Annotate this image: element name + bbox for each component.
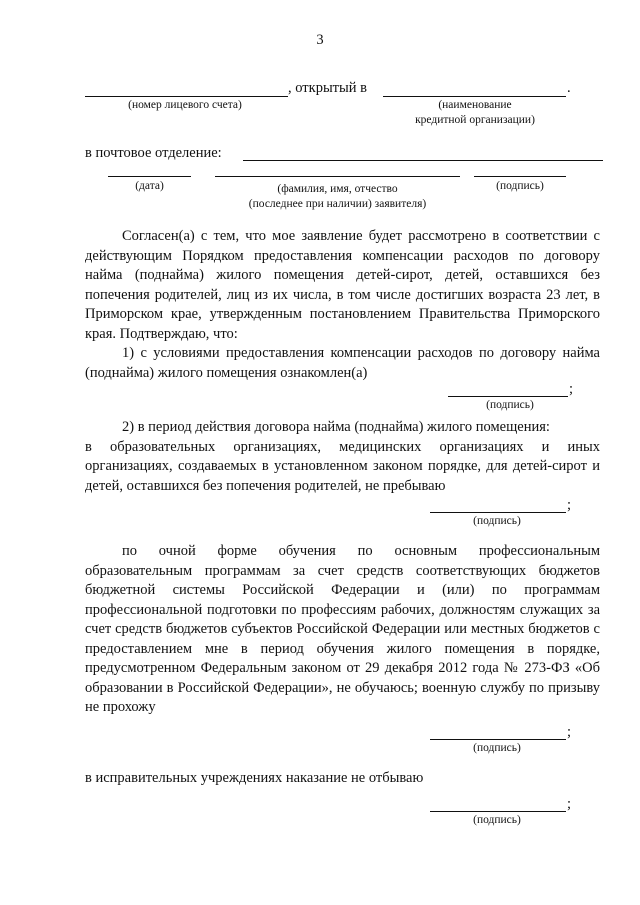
name-caption-1: (фамилия, имя, отчество [277, 183, 398, 195]
post-office-label: в почтовое отделение: [85, 145, 222, 161]
item-2a-text: в образовательных организациях, медицинских организациях и иных организациях, создаваемых в установленном законом порядке, для детей-сирот и детей, оставшихся без попечения родителей, не пребываю [85, 438, 600, 494]
signature-caption-4: (подпись) [473, 814, 521, 826]
item-1-text: 1) с условиями предоставления компенсации расходов по договору найма (поднайма) жилого помещения ознакомлен(а) [85, 345, 600, 381]
item-2-intro: 2) в период действия договора найма (поднайма) жилого помещения: [122, 419, 550, 435]
signature-caption-1: (подпись) [486, 399, 534, 411]
signature-line-2 [430, 512, 566, 513]
bank-name-line [383, 96, 566, 97]
signature-semicolon-1: ; [569, 381, 574, 397]
bank-line-dot: . [567, 80, 571, 96]
date-caption: (дата) [135, 180, 164, 192]
signature-line-1 [448, 396, 568, 397]
item-2b-block [85, 542, 600, 718]
name-line [215, 176, 460, 177]
signature-line-top [474, 176, 566, 177]
signature-caption-top: (подпись) [496, 180, 544, 192]
date-line [108, 176, 191, 177]
consent-text: Согласен(а) с тем, что мое заявление будет рассмотрено в соответствии с действующим Порядком предоставления компенсации расходов по договору найма (поднайма) жилого помещения детей-сирот, детей, оставшихся без попечения родителей, лиц из их числа, в том числе достигших возраста 23 лет, в Приморском крае, утвержденным постановлением Правительства Приморского края. Подтверждаю, что: [85, 228, 600, 342]
opened-in-label: , открытый в [288, 80, 367, 96]
consent-paragraph [85, 227, 600, 383]
signature-semicolon-2: ; [567, 497, 572, 513]
signature-line-4 [430, 811, 566, 812]
item-2b-text: по очной форме обучения по основным профессиональным образовательным программам за счет средств соответствующих бюджетов бюджетной системы Российской Федерации и (или) по программам профессиональной подготовки по профессиям рабочих, должностям служащих за счет средств бюджетов субъектов Российской Федерации или местных бюджетов с предоставлением мне в период обучения жилого помещения в порядке, предусмотренном Федеральным законом от 29 декабря 2012 года № 273-ФЗ «Об образовании в Российской Федерации», не обучаюсь; военную службу по призыву не прохожу [85, 543, 600, 715]
page-number: 3 [316, 32, 324, 48]
item-2c-text: в исправительных учреждениях наказание не отбываю [85, 770, 424, 786]
signature-line-3 [430, 739, 566, 740]
post-office-line [243, 160, 603, 161]
bank-name-caption-1: (наименование [438, 99, 512, 111]
account-number-line [85, 96, 288, 97]
item-2-block [85, 418, 600, 496]
signature-caption-3: (подпись) [473, 742, 521, 754]
account-number-caption: (номер лицевого счета) [128, 99, 242, 111]
signature-caption-2: (подпись) [473, 515, 521, 527]
name-caption-2: (последнее при наличии) заявителя) [248, 198, 427, 210]
signature-semicolon-4: ; [567, 796, 572, 812]
signature-semicolon-3: ; [567, 724, 572, 740]
bank-name-caption-2: кредитной организации) [415, 114, 535, 126]
